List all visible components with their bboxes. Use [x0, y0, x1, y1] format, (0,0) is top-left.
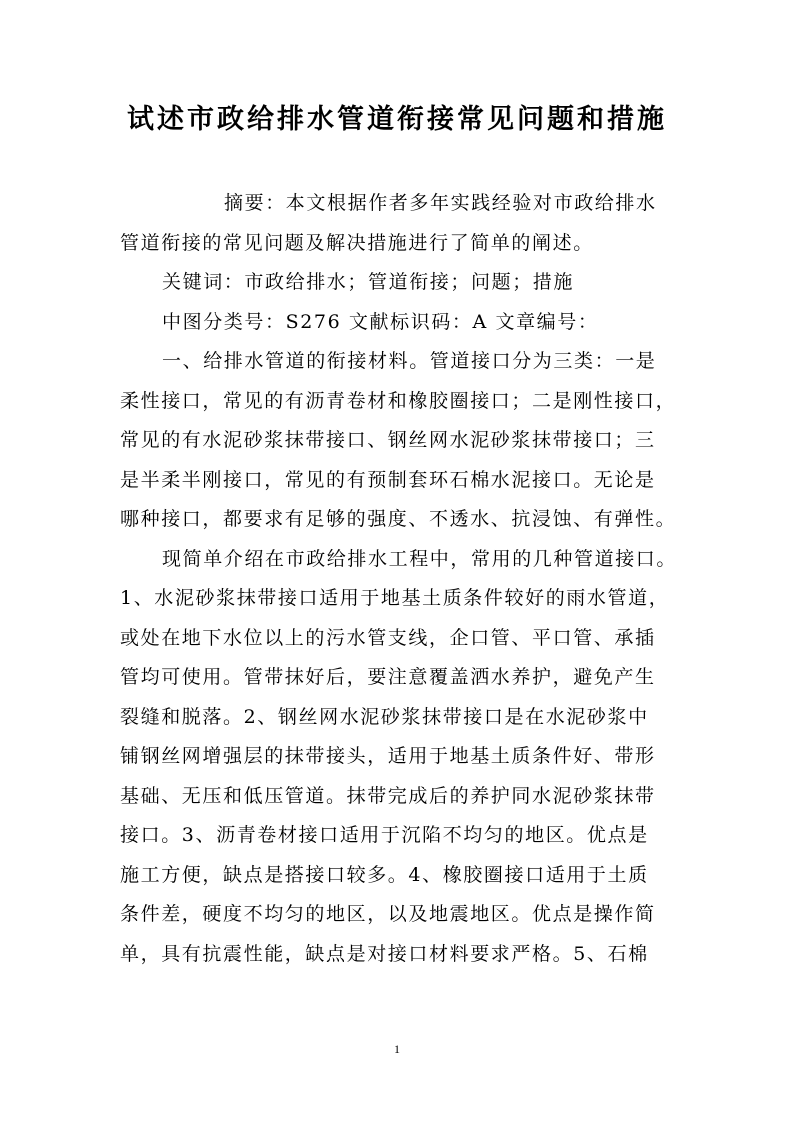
text-line: 现简单介绍在市政给排水工程中，常用的几种管道接口。: [162, 547, 678, 570]
text-line: 是半柔半刚接口，常见的有预制套环石棉水泥接口。无论是: [120, 468, 656, 491]
abstract-line-1: 摘要：本文根据作者多年实践经验对市政给排水: [224, 192, 657, 214]
text-line: 或处在地下水位以上的污水管支线，企口管、平口管、承插: [120, 626, 656, 649]
text-line: 接口。3、沥青卷材接口适用于沉陷不均匀的地区。优点是: [120, 824, 649, 846]
text-line: 一、给排水管道的衔接材料。管道接口分为三类：一是: [162, 350, 657, 372]
text-line: 柔性接口，常见的有沥青卷材和橡胶圈接口；二是刚性接口，: [120, 389, 677, 412]
page-title: 试述市政给排水管道衔接常见问题和措施: [127, 104, 667, 135]
text-line: 施工方便，缺点是搭接口较多。4、橡胶圈接口适用于土质: [120, 863, 649, 886]
text-line: 基础、无压和低压管道。抹带完成后的养护同水泥砂浆抹带: [120, 784, 656, 807]
keywords-line: 关键词：市政给排水；管道衔接；问题；措施: [162, 271, 575, 293]
body-text: [120, 184, 680, 974]
page-number: 1: [394, 1042, 400, 1056]
text-line: 哪种接口，都要求有足够的强度、不透水、抗浸蚀、有弹性。: [120, 508, 677, 530]
text-line: 1、水泥砂浆抹带接口适用于地基土质条件较好的雨水管道，: [120, 587, 670, 609]
text-line: 管均可使用。管带抹好后，要注意覆盖洒水养护，避免产生: [120, 666, 656, 688]
text-line: 铺钢丝网增强层的抹带接头，适用于地基土质条件好、带形: [120, 745, 656, 767]
classification-line: 中图分类号：S276 文献标识码：A 文章编号：: [162, 310, 599, 333]
text-line: 条件差，硬度不均匀的地区，以及地震地区。优点是操作简: [120, 903, 656, 925]
text-line: 单，具有抗震性能，缺点是对接口材料要求严格。5、石棉: [120, 942, 649, 965]
text-line: 裂缝和脱落。2、钢丝网水泥砂浆抹带接口是在水泥砂浆中: [120, 705, 649, 728]
text-line: 常见的有水泥砂浆抹带接口、钢丝网水泥砂浆抹带接口；三: [120, 429, 656, 451]
abstract-line-2: 管道衔接的常见问题及解决措施进行了简单的阐述。: [120, 231, 594, 254]
